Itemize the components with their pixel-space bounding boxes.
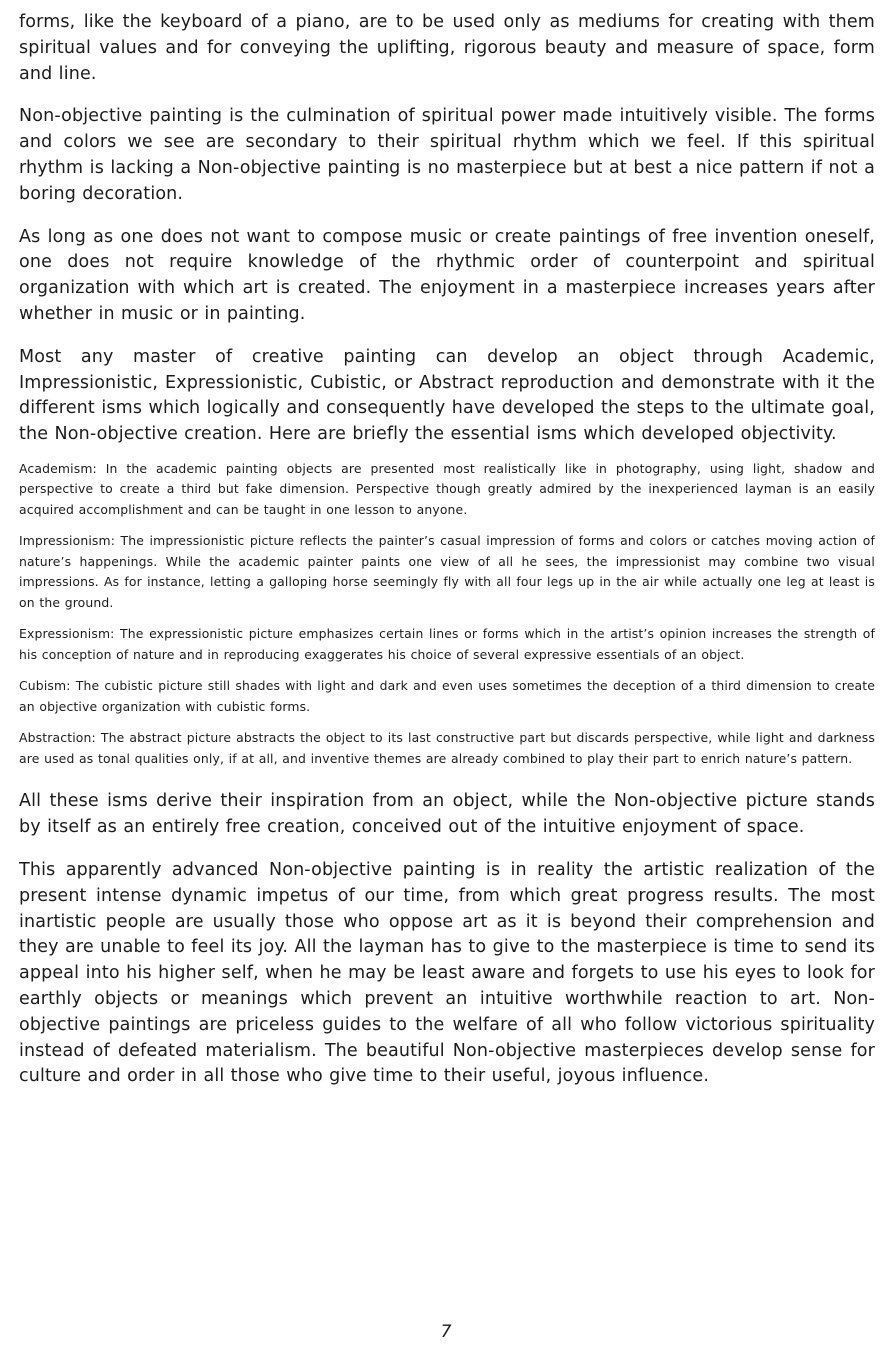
ism-abstraction: Abstraction: The abstract picture abstracts the object to its last constructive part but discards perspective, while light and darkness are used as tonal qualities only, if at all, and inventive themes are already combined to play their part to enrich nature’s pattern. [19, 730, 875, 766]
paragraph-essential-isms: Most any master of creative painting can develop an object through Academic, Impressionistic, Expressionistic, Cubistic, or Abstract reproduction and demonstrate with it the different isms which logically and consequently have developed the steps to the ultimate goal, the Non-objective creation. Here are briefly the essential isms which developed objectivity. [19, 346, 875, 445]
paragraph-isms-derive: All these isms derive their inspiration from an object, while the Non-objective picture stands by itself as an entirely free creation, conceived out of the intuitive enjoyment of space. [19, 791, 875, 838]
ism-academism: Academism: In the academic painting objects are presented most realistically like in photography, using light, shadow and perspective to create a third but fake dimension. Perspective though greatly admired by the inexperienced layman is an easily acquired accomplishment and can be taught in one lesson to anyone. [19, 460, 875, 517]
paragraph-piano-keyboard: forms, like the keyboard of a piano, are to be used only as mediums for creating with them spiritual values and for conveying the uplifting, rigorous beauty and measure of space, form and line. [19, 12, 875, 84]
page-number: 7 [440, 1322, 452, 1342]
document-page [19, 10, 875, 1090]
ism-impressionism: Impressionism: The impressionistic picture reflects the painter’s casual impression of forms and colors or catches moving action of nature’s happenings. While the academic painter paints one view of all he sees, the impressionist may combine two visual impressions. As for instance, letting a galloping horse seemingly fly with all four legs up in the air while actually one leg at least is on the ground. [19, 533, 875, 610]
paragraph-counterpoint: As long as one does not want to compose music or create paintings of free invention oneself, one does not require knowledge of the rhythmic order of counterpoint and spiritual organization with which art is created. The enjoyment in a masterpiece increases years after whether in music or in painting. [19, 226, 875, 324]
paragraph-spiritual-power: Non-objective painting is the culmination of spiritual power made intuitively visible. The forms and colors we see are secondary to their spiritual rhythm which we feel. If this spiritual rhythm is lacking a Non-objective painting is no masterpiece but at best a nice pattern if not a boring decoration. [19, 106, 875, 204]
paragraph-advanced-painting: This apparently advanced Non-objective painting is in reality the artistic realization of the present intense dynamic impetus of our time, from which great progress results. The most inartistic people are usually those who oppose art as it is beyond their comprehension and they are unable to feel its joy. All the layman has to give to the masterpiece is time to send its appeal into his higher self, when he may be least aware and forgets to use his eyes to look for earthly objects or meanings which prevent an intuitive worthwhile reaction to art. Non-objective paintings are priceless guides to the welfare of all who follow victorious spirituality instead of defeated materialism. The beautiful Non-objective masterpieces develop sense for culture and order in all those who give time to their useful, joyous influence. [19, 860, 875, 1087]
ism-cubism: Cubism: The cubistic picture still shades with light and dark and even uses sometimes the deception of a third dimension to create an objective organization with cubistic forms. [19, 678, 875, 714]
ism-expressionism: Expressionism: The expressionistic picture emphasizes certain lines or forms which in the artist’s opinion increases the strength of his conception of nature and in reproducing exaggerates his choice of several expressive essentials of an object. [19, 626, 875, 662]
